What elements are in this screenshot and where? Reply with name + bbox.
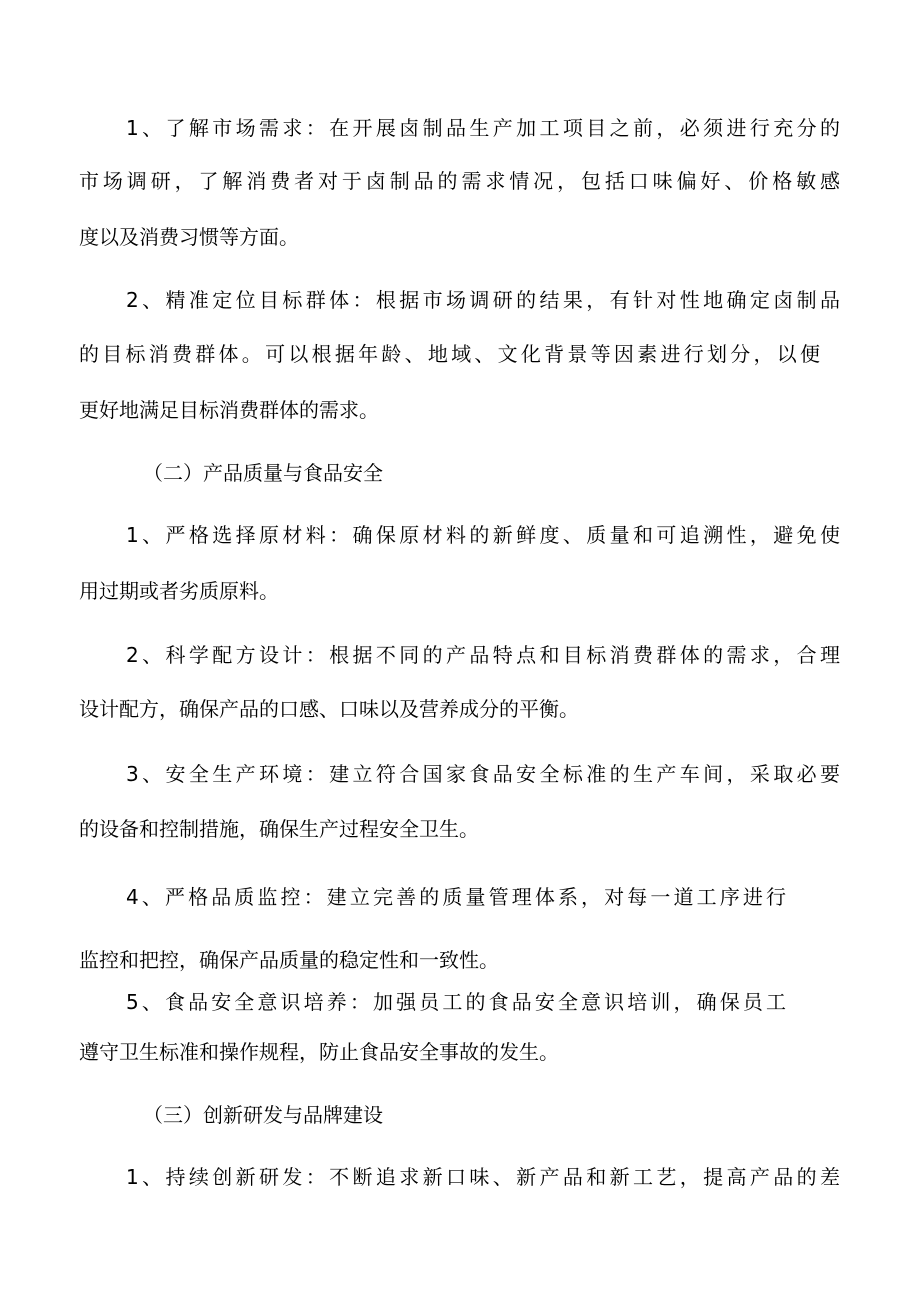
text-line: 度以及消费习惯等方面。: [79, 225, 299, 249]
text-line: 监控和把控，确保产品质量的稳定性和一致性。: [79, 948, 499, 972]
text-line: 5、食品安全意识培养：加强员工的食品安全意识培训，确保员工: [126, 990, 786, 1014]
text-line: 市场调研，了解消费者对于卤制品的需求情况，包括口味偏好、价格敏感: [79, 169, 840, 193]
text-line: 更好地满足目标消费群体的需求。: [79, 398, 379, 422]
text-line: 2、科学配方设计：根据不同的产品特点和目标消费群体的需求，合理: [126, 643, 840, 667]
text-line: 的设备和控制措施，确保生产过程安全卫生。: [79, 817, 479, 841]
text-line: 1、了解市场需求：在开展卤制品生产加工项目之前，必须进行充分的: [126, 116, 840, 140]
text-line: 用过期或者劣质原料。: [79, 579, 279, 603]
text-line: 的目标消费群体。可以根据年龄、地域、文化背景等因素进行划分，以便: [79, 342, 820, 366]
text-line: 3、安全生产环境：建立符合国家食品安全标准的生产车间，采取必要: [126, 762, 840, 786]
text-line: 1、严格选择原材料：确保原材料的新鲜度、质量和可追溯性，避免使: [126, 523, 840, 547]
text-line: 2、精准定位目标群体：根据市场调研的结果，有针对性地确定卤制品: [126, 288, 840, 312]
section-heading-quality: （二）产品质量与食品安全: [143, 461, 383, 485]
text-line: 遵守卫生标准和操作规程，防止食品安全事故的发生。: [79, 1040, 559, 1064]
section-heading-innovation: （三）创新研发与品牌建设: [143, 1103, 383, 1127]
text-line: 4、严格品质监控：建立完善的质量管理体系，对每一道工序进行: [126, 885, 786, 909]
text-line: 1、持续创新研发：不断追求新口味、新产品和新工艺，提高产品的差: [126, 1165, 840, 1189]
text-line: 设计配方，确保产品的口感、口味以及营养成分的平衡。: [79, 697, 579, 721]
